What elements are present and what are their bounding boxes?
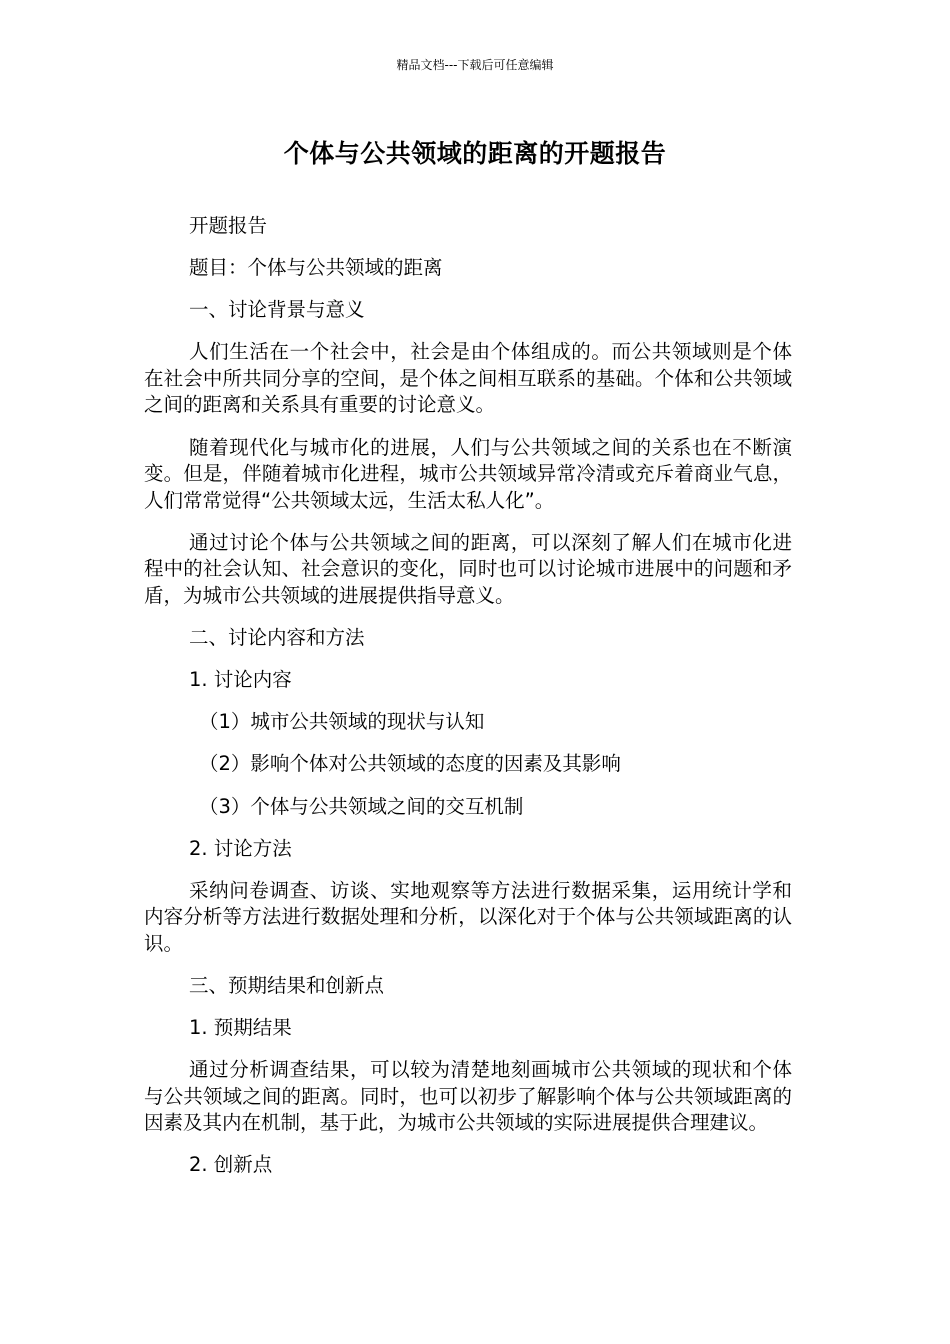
paragraph-topic: 题目：个体与公共领域的距离 [189,256,443,280]
subheading-method: 2. 讨论方法 [189,836,292,860]
subheading-expected-results: 1. 预期结果 [189,1016,292,1040]
document-title: 个体与公共领域的距离的开题报告 [283,139,667,168]
subheading-content: 1. 讨论内容 [189,668,292,692]
paragraph-background-1: 人们生活在一个社会中，社会是由个体组成的。而公共领域则是个体在社会中所共同分享的空间，是个体之间相互联系的基础。个体和公共领域之间的距离和关系具有重要的讨论意义。 [144,340,792,417]
list-item-content-3: （3）个体与公共领域之间的交互机制 [199,794,524,818]
list-item-content-1: （1）城市公共领域的现状与认知 [199,710,485,734]
section-heading-results: 三、预期结果和创新点 [189,973,385,997]
paragraph-method: 采纳问卷调查、访谈、实地观察等方法进行数据采集，运用统计学和内容分析等方法进行数据处理和分析，以深化对于个体与公共领域距离的认识。 [144,878,792,955]
paragraph-background-3: 通过讨论个体与公共领域之间的距离，可以深刻了解人们在城市化进程中的社会认知、社会意识的变化，同时也可以讨论城市进展中的问题和矛盾，为城市公共领域的进展提供指导意义。 [144,530,792,608]
section-heading-background: 一、讨论背景与意义 [189,298,365,322]
section-heading-content-method: 二、讨论内容和方法 [189,626,365,650]
subheading-innovation: 2. 创新点 [189,1153,273,1177]
paragraph-background-2: 随着现代化与城市化的进展，人们与公共领域之间的关系也在不断演变。但是，伴随着城市化进程，城市公共领域异常冷清或充斥着商业气息，人们常常觉得“公共领域太远，生活太私人化”。 [144,435,792,512]
document-body [144,213,792,1195]
paragraph-report-label: 开题报告 [189,214,268,237]
list-item-content-2: （2）影响个体对公共领域的态度的因素及其影响 [199,752,621,776]
page-header: 精品文档---下载后可任意编辑 [396,58,554,72]
paragraph-expected-results: 通过分析调查结果，可以较为清楚地刻画城市公共领域的现状和个体与公共领域之间的距离。同时，也可以初步了解影响个体与公共领域距离的因素及其内在机制，基于此，为城市公共领域的实际进展提供合理建议。 [144,1058,792,1135]
